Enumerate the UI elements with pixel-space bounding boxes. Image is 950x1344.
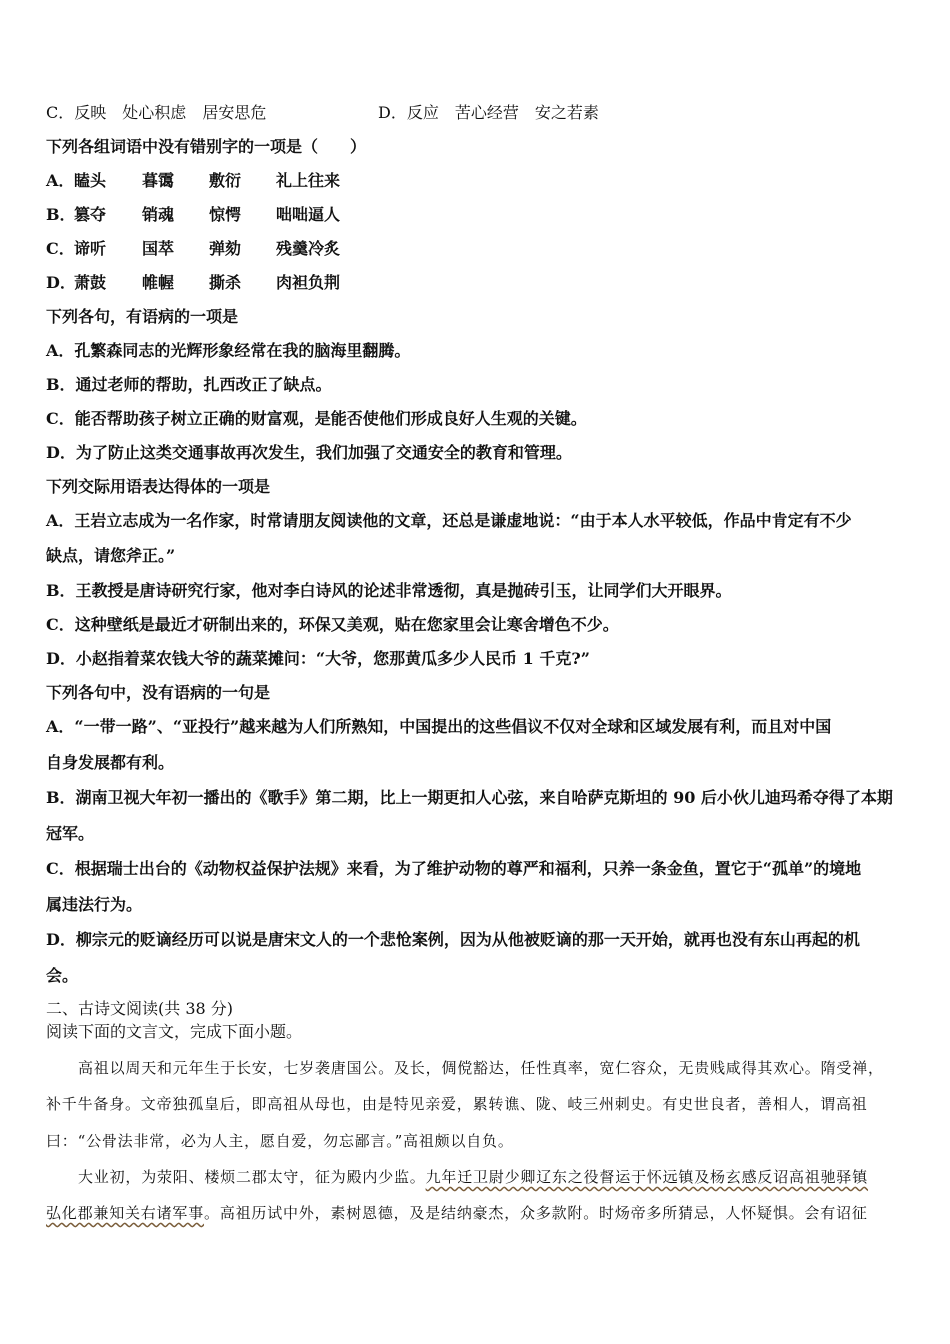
option-word: 反应	[406, 103, 439, 122]
q4-option-d-line1: D．柳宗元的贬谪经历可以说是唐宋文人的一个悲怆案例，因为从他被贬谪的那一天开始，就再也没有东山再起的机	[46, 930, 860, 949]
option-word: 帷幄	[142, 273, 175, 292]
option-letter: C．	[46, 239, 75, 258]
q3-option-b: B．王教授是唐诗研究行家，他对李白诗风的论述非常透彻，真是抛砖引玉，让同学们大开眼界。	[46, 581, 732, 600]
prev-option-c	[46, 103, 266, 123]
option-word: 咄咄逼人	[276, 205, 341, 224]
q4-option-a-line2: 自身发展都有利。	[46, 753, 175, 772]
q4-option-b-line2: 冠军。	[46, 824, 95, 843]
question-stem: 下列各句中，没有语病的一句是	[46, 683, 271, 702]
underlined-sentence: 九年迁卫尉少卿辽东之役督运于怀远镇及杨玄感反诏高祖驰驿镇	[425, 1168, 869, 1186]
option-word: 篡夺	[74, 205, 107, 224]
q4-option-b-line1: B．湖南卫视大年初一播出的《歌手》第二期，比上一期更扣人心弦，来自哈萨克斯坦的 90 后小伙儿迪玛希夺得了本期	[46, 788, 893, 807]
option-word: 谛听	[74, 239, 107, 258]
q3-option-a-line2: 缺点，请您斧正。”	[46, 546, 176, 565]
option-word: 残羹冷炙	[276, 239, 341, 258]
option-word: 瞌头	[74, 171, 107, 190]
q2-option-a: A．孔繁森同志的光辉形象经常在我的脑海里翻腾。	[46, 341, 411, 360]
option-word: 敷衍	[209, 171, 242, 190]
option-word: 礼上往来	[276, 171, 341, 190]
option-word: 撕杀	[209, 273, 242, 292]
passage-p1-line2: 补千牛备身。文帝独孤皇后，即高祖从母也，由是特见亲爱，累转谯、陇、岐三州刺史。有史世良者，善相人，谓高祖	[46, 1095, 868, 1113]
prev-option-d	[378, 103, 599, 123]
q3-option-c: C．这种壁纸是最近才研制出来的，环保又美观，贴在您家里会让寒舍增色不少。	[46, 615, 619, 634]
option-word: 国萃	[142, 239, 175, 258]
option-word: 安之若素	[534, 103, 599, 122]
section-instruction: 阅读下面的文言文，完成下面小题。	[46, 1022, 303, 1041]
passage-p2-line1	[78, 1167, 868, 1187]
q3-option-a-line1: A．王岩立志成为一名作家，时常请朋友阅读他的文章，还总是谦虚地说：“由于本人水平较低，作品中肯定有不少	[46, 511, 852, 530]
option-letter: B．	[46, 205, 76, 224]
question-stem: 下列各句，有语病的一项是	[46, 307, 239, 326]
q2-option-d: D．为了防止这类交通事故再次发生，我们加强了交通安全的教育和管理。	[46, 443, 572, 462]
passage-p1-line1: 高祖以周天和元年生于长安，七岁袭唐国公。及长，倜傥豁达，任性真率，宽仁容众，无贵贱咸得其欢心。隋受禅，	[78, 1059, 884, 1077]
option-word: 居安思危	[202, 103, 267, 122]
option-word: 暮霭	[142, 171, 175, 190]
question-stem: 下列交际用语表达得体的一项是	[46, 477, 271, 496]
option-word: 反映	[74, 103, 107, 122]
q4-option-d-line2: 会。	[46, 966, 79, 985]
option-letter: D．	[46, 273, 76, 292]
q4-option-c-line1: C．根据瑞士出台的《动物权益保护法规》来看，为了维护动物的尊严和福利，只养一条金鱼，置它于“孤单”的境地	[46, 859, 862, 878]
section-heading: 二、古诗文阅读(共 38 分)	[46, 999, 234, 1018]
underlined-sentence: 弘化郡兼知关右诸军事	[46, 1204, 205, 1222]
option-word: 肉袒负荆	[276, 273, 341, 292]
option-word: 处心积虑	[122, 103, 187, 122]
passage-text: 。高祖历试中外，素树恩德，及是结纳豪杰，众多款附。时炀帝多所猜忌，人怀疑惧。会有诏征	[204, 1204, 868, 1222]
option-word: 苦心经营	[454, 103, 519, 122]
option-letter: C．	[46, 103, 75, 122]
option-letter: D．	[378, 103, 407, 122]
passage-p1-line3: 曰：“公骨法非常，必为人主，愿自爱，勿忘鄙言。”高祖颇以自负。	[46, 1132, 514, 1150]
passage-text: 大业初，为荥阳、楼烦二郡太守，征为殿内少监。	[78, 1168, 426, 1186]
q4-option-c-line2: 属违法行为。	[46, 895, 143, 914]
question-stem: 下列各组词语中没有错别字的一项是（ ）	[46, 137, 367, 156]
passage-p2-line2	[46, 1203, 868, 1223]
q3-option-d: D．小赵指着菜农钱大爷的蔬菜摊问：“大爷，您那黄瓜多少人民币 1 千克?”	[46, 649, 590, 668]
option-word: 销魂	[142, 205, 175, 224]
q2-option-b: B．通过老师的帮助，扎西改正了缺点。	[46, 375, 332, 394]
option-word: 弹劾	[209, 239, 242, 258]
option-word: 萧鼓	[74, 273, 107, 292]
q2-option-c: C．能否帮助孩子树立正确的财富观，是能否使他们形成良好人生观的关键。	[46, 409, 587, 428]
option-word: 惊愕	[209, 205, 242, 224]
option-letter: A．	[46, 171, 75, 190]
q4-option-a-line1: A．“一带一路”、“亚投行”越来越为人们所熟知，中国提出的这些倡议不仅对全球和区域发展有利，而且对中国	[46, 717, 832, 736]
